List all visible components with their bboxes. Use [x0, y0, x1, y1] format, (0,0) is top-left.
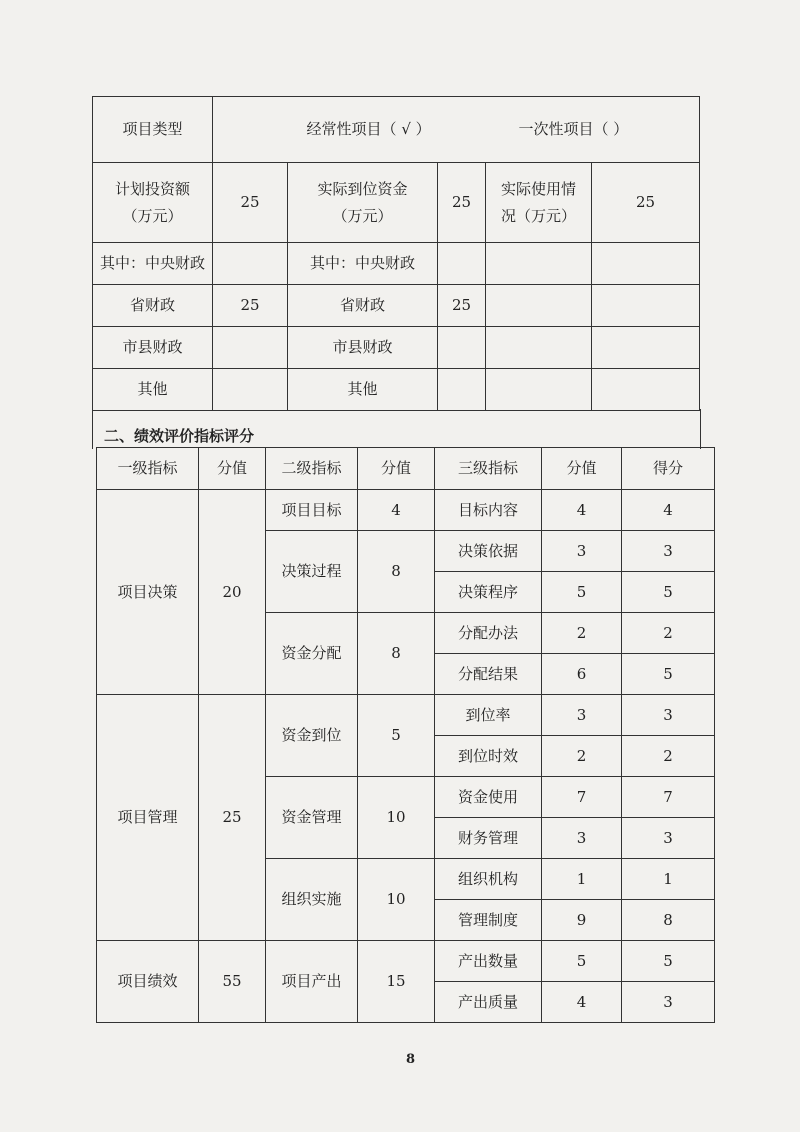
header-score3: 分值 — [542, 448, 622, 490]
level3-got: 3 — [622, 695, 715, 736]
level1-name: 项目管理 — [97, 695, 199, 941]
province-finance-label: 省财政 — [93, 285, 213, 327]
level2-name: 资金到位 — [266, 695, 358, 777]
level2-score: 8 — [358, 613, 435, 695]
level3-got: 4 — [622, 490, 715, 531]
level1-score: 25 — [199, 695, 266, 941]
level2-name: 组织实施 — [266, 859, 358, 941]
other-label-2: 其他 — [288, 369, 438, 411]
level3-got: 3 — [622, 531, 715, 572]
one-time-option: 一次性项目（ ） — [518, 120, 629, 139]
table-row — [97, 490, 715, 531]
project-type-label: 项目类型 — [93, 97, 213, 163]
header-level2: 二级指标 — [266, 448, 358, 490]
level3-name: 资金使用 — [435, 777, 542, 818]
level2-name: 项目目标 — [266, 490, 358, 531]
level3-score: 3 — [542, 695, 622, 736]
actual-usage-value: 25 — [592, 163, 700, 243]
header-score2: 分值 — [358, 448, 435, 490]
level3-name: 组织机构 — [435, 859, 542, 900]
score-table-header — [97, 448, 715, 490]
level1-score: 55 — [199, 941, 266, 1023]
page-number: 8 — [406, 1052, 416, 1067]
level3-name: 产出数量 — [435, 941, 542, 982]
level3-got: 5 — [622, 572, 715, 613]
level3-got: 2 — [622, 736, 715, 777]
level2-score: 10 — [358, 859, 435, 941]
level3-score: 2 — [542, 736, 622, 777]
level3-name: 管理制度 — [435, 900, 542, 941]
level3-got: 5 — [622, 941, 715, 982]
level2-score: 8 — [358, 531, 435, 613]
level3-got: 5 — [622, 654, 715, 695]
score-table — [96, 447, 715, 1023]
planned-investment-label: 计划投资额 （万元） — [93, 163, 213, 243]
table-row — [97, 695, 715, 736]
level3-got: 3 — [622, 818, 715, 859]
level3-name: 到位率 — [435, 695, 542, 736]
planned-investment-value: 25 — [213, 163, 288, 243]
other-label: 其他 — [93, 369, 213, 411]
level3-score: 1 — [542, 859, 622, 900]
level2-score: 5 — [358, 695, 435, 777]
level3-name: 决策程序 — [435, 572, 542, 613]
level3-score: 9 — [542, 900, 622, 941]
level3-name: 财务管理 — [435, 818, 542, 859]
level3-got: 8 — [622, 900, 715, 941]
central-finance-label: 其中：中央财政 — [93, 243, 213, 285]
level3-name: 目标内容 — [435, 490, 542, 531]
received-funds-value: 25 — [438, 163, 486, 243]
level1-name: 项目决策 — [97, 490, 199, 695]
level2-score: 10 — [358, 777, 435, 859]
level3-got: 1 — [622, 859, 715, 900]
province-finance-value-2: 25 — [438, 285, 486, 327]
recurring-option: 经常性项目（ √ ） — [306, 120, 431, 139]
header-got: 得分 — [622, 448, 715, 490]
header-level1: 一级指标 — [97, 448, 199, 490]
actual-usage-label: 实际使用情 况（万元） — [486, 163, 592, 243]
province-finance-value: 25 — [213, 285, 288, 327]
level2-name: 资金管理 — [266, 777, 358, 859]
project-info-table — [92, 96, 700, 411]
level3-score: 6 — [542, 654, 622, 695]
level3-score: 4 — [542, 982, 622, 1023]
level3-name: 分配结果 — [435, 654, 542, 695]
header-score1: 分值 — [199, 448, 266, 490]
level2-score: 15 — [358, 941, 435, 1023]
level3-got: 2 — [622, 613, 715, 654]
level3-score: 4 — [542, 490, 622, 531]
level3-score: 5 — [542, 572, 622, 613]
received-funds-label: 实际到位资金 （万元） — [288, 163, 438, 243]
level3-name: 决策依据 — [435, 531, 542, 572]
project-type-options — [213, 97, 700, 163]
level3-score: 5 — [542, 941, 622, 982]
section-heading: 二、绩效评价指标评分 — [104, 427, 255, 445]
level3-name: 到位时效 — [435, 736, 542, 777]
level2-name: 资金分配 — [266, 613, 358, 695]
table-row — [97, 941, 715, 982]
city-county-finance-label-2: 市县财政 — [288, 327, 438, 369]
level3-name: 产出质量 — [435, 982, 542, 1023]
level3-name: 分配办法 — [435, 613, 542, 654]
level1-name: 项目绩效 — [97, 941, 199, 1023]
city-county-finance-label: 市县财政 — [93, 327, 213, 369]
level2-name: 决策过程 — [266, 531, 358, 613]
level2-name: 项目产出 — [266, 941, 358, 1023]
level3-score: 3 — [542, 531, 622, 572]
level3-got: 3 — [622, 982, 715, 1023]
central-finance-label-2: 其中：中央财政 — [288, 243, 438, 285]
province-finance-label-2: 省财政 — [288, 285, 438, 327]
level3-score: 7 — [542, 777, 622, 818]
level3-got: 7 — [622, 777, 715, 818]
header-level3: 三级指标 — [435, 448, 542, 490]
level1-score: 20 — [199, 490, 266, 695]
level3-score: 2 — [542, 613, 622, 654]
level3-score: 3 — [542, 818, 622, 859]
level2-score: 4 — [358, 490, 435, 531]
